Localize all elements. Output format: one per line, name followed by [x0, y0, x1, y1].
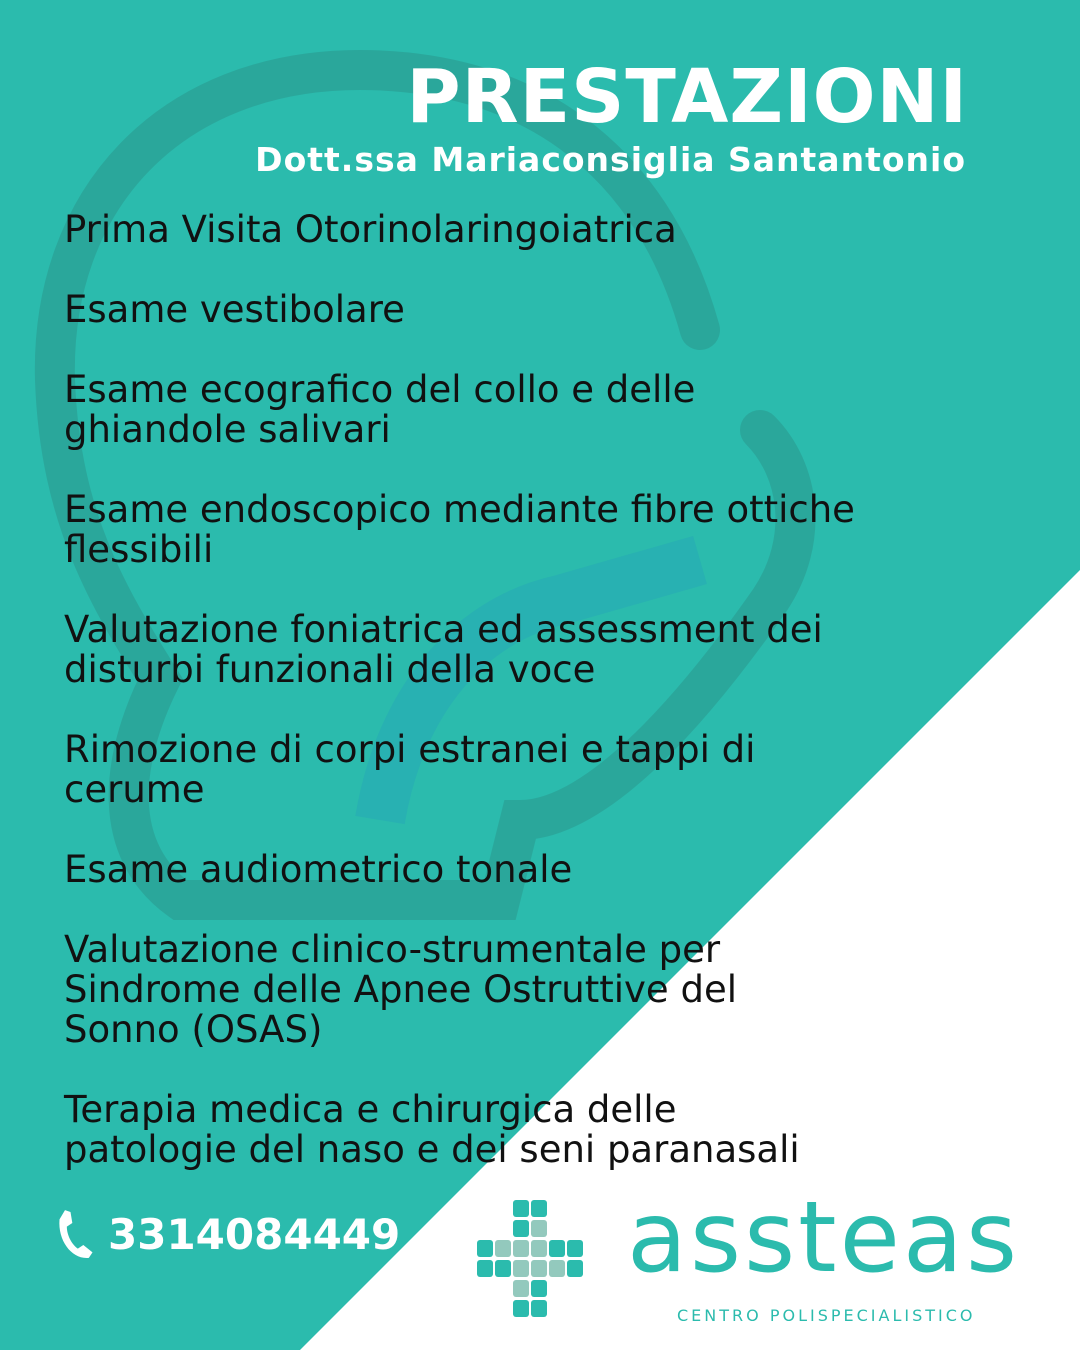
cross-square	[531, 1260, 547, 1277]
service-item	[64, 370, 855, 450]
cross-square	[549, 1240, 565, 1257]
service-item	[64, 610, 855, 690]
service-line: Valutazione foniatrica ed assessment dei	[64, 608, 823, 651]
cross-square	[495, 1240, 511, 1257]
service-item	[64, 850, 855, 890]
service-item	[64, 210, 855, 250]
service-line: Rimozione di corpi estranei e tappi di	[64, 728, 756, 771]
service-line: Terapia medica e chirurgica delle	[64, 1088, 677, 1131]
service-line: cerume	[64, 768, 205, 811]
assteas-logo	[477, 1181, 1057, 1330]
services-list	[64, 210, 855, 1170]
cross-square	[531, 1200, 547, 1217]
service-item	[64, 290, 855, 330]
service-line: Esame ecografico del collo e delle	[64, 368, 696, 411]
cross-square	[477, 1260, 493, 1277]
service-line: patologie del naso e dei seni paranasali	[64, 1128, 800, 1171]
phone-contact[interactable]	[54, 1208, 400, 1260]
cross-logo-icon	[477, 1200, 583, 1324]
cross-square	[513, 1300, 529, 1317]
service-line: ghiandole salivari	[64, 408, 391, 451]
service-line: Esame vestibolare	[64, 288, 405, 331]
cross-square	[477, 1240, 493, 1257]
service-line: Valutazione clinico-strumentale per	[64, 928, 721, 971]
cross-square	[567, 1260, 583, 1277]
phone-number: 3314084449	[108, 1209, 401, 1259]
brand-name: assteas	[627, 1181, 1020, 1295]
cross-square	[513, 1280, 529, 1297]
cross-square	[513, 1240, 529, 1257]
cross-square	[531, 1240, 547, 1257]
cross-square	[495, 1260, 511, 1277]
service-line: Sonno (OSAS)	[64, 1008, 323, 1051]
service-item	[64, 730, 855, 810]
cross-square	[531, 1280, 547, 1297]
doctor-name: Dott.ssa Mariaconsiglia Santantonio	[255, 140, 966, 179]
service-line: Prima Visita Otorinolaringoiatrica	[64, 208, 677, 251]
brand-tagline: CENTRO POLISPECIALISTICO	[677, 1306, 976, 1325]
service-line: Sindrome delle Apnee Ostruttive del	[64, 968, 737, 1011]
service-line: Esame endoscopico mediante fibre ottiche	[64, 488, 855, 531]
phone-icon	[54, 1208, 98, 1260]
cross-square	[549, 1260, 565, 1277]
service-line: Esame audiometrico tonale	[64, 848, 573, 891]
cross-square	[531, 1220, 547, 1237]
service-item	[64, 490, 855, 570]
service-item	[64, 1090, 855, 1170]
service-line: disturbi funzionali della voce	[64, 648, 596, 691]
cross-square	[513, 1260, 529, 1277]
cross-square	[513, 1220, 529, 1237]
cross-square	[513, 1200, 529, 1217]
cross-square	[567, 1240, 583, 1257]
cross-square	[531, 1300, 547, 1317]
service-item	[64, 930, 855, 1050]
service-line: flessibili	[64, 528, 214, 571]
page-title: PRESTAZIONI	[406, 54, 968, 140]
